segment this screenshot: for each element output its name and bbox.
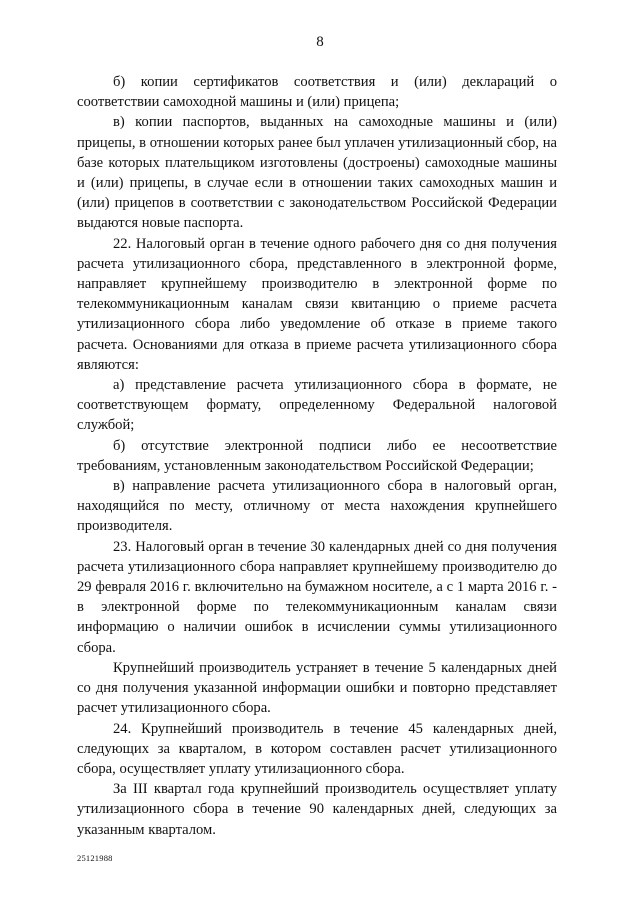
paragraph-item-v-passports: в) копии паспортов, выданных на самоходные машины и (или) прицепы, в отношении которых ранее был уплачен утилизационный сбор, на базе которых плательщиком изготовлены (достроены) самоходные машины и (или) прицепы, в случае если в отношении таких самоходных машин и (или) прицепов в соответствии с законодательством Российской Федерации выдаются новые паспорта. bbox=[77, 114, 557, 232]
paragraph-error-correction: Крупнейший производитель устраняет в течение 5 календарных дней со дня получения указанной информации ошибки и повторно представляет расчет утилизационного сбора. bbox=[77, 659, 557, 717]
paragraph-item-a-format: а) представление расчета утилизационного сбора в формате, не соответствующем формату, определенному Федеральной налоговой службой; bbox=[77, 377, 557, 434]
paragraph-item-v-tax-office: в) направление расчета утилизационного сбора в налоговый орган, находящийся по месту, отличному от места нахождения крупнейшего производителя. bbox=[77, 478, 557, 535]
document-body bbox=[77, 72, 557, 840]
paragraph-clause-22: 22. Налоговый орган в течение одного рабочего дня со дня получения расчета утилизационного сбора, представленного в электронной форме, направляет крупнейшему производителю в электронной форме по телекоммуникационным каналам связи квитанцию о приеме расчета утилизационного сбора либо уведомление об отказе в приеме такого расчета. Основаниями для отказа в приеме расчета утилизационного сбора являются: bbox=[77, 235, 557, 373]
paragraph-item-b-signature: б) отсутствие электронной подписи либо ее несоответствие требованиям, установленным законодательством Российской Федерации; bbox=[77, 437, 557, 474]
paragraph-item-b-certificates: б) копии сертификатов соответствия и (или) деклараций о соответствии самоходной машины и (или) прицепа; bbox=[77, 74, 557, 111]
document-code: 25121988 bbox=[77, 853, 113, 863]
paragraph-clause-23: 23. Налоговый орган в течение 30 календарных дней со дня получения расчета утилизационного сбора направляет крупнейшему производителю до 29 февраля 2016 г. включительно на бумажном носителе, а с 1 марта 2016 г. - в электронной форме по телекоммуникационным каналам связи информацию о наличии ошибок в исчислении суммы утилизационного сбора. bbox=[77, 538, 557, 656]
page-number: 8 bbox=[316, 34, 324, 50]
paragraph-clause-24: 24. Крупнейший производитель в течение 45 календарных дней, следующих за кварталом, в котором составлен расчет утилизационного сбора, осуществляет уплату утилизационного сбора. bbox=[77, 720, 557, 777]
paragraph-quarter-iii: За III квартал года крупнейший производитель осуществляет уплату утилизационного сбора в течение 90 календарных дней, следующих за указанным кварталом. bbox=[77, 781, 557, 838]
